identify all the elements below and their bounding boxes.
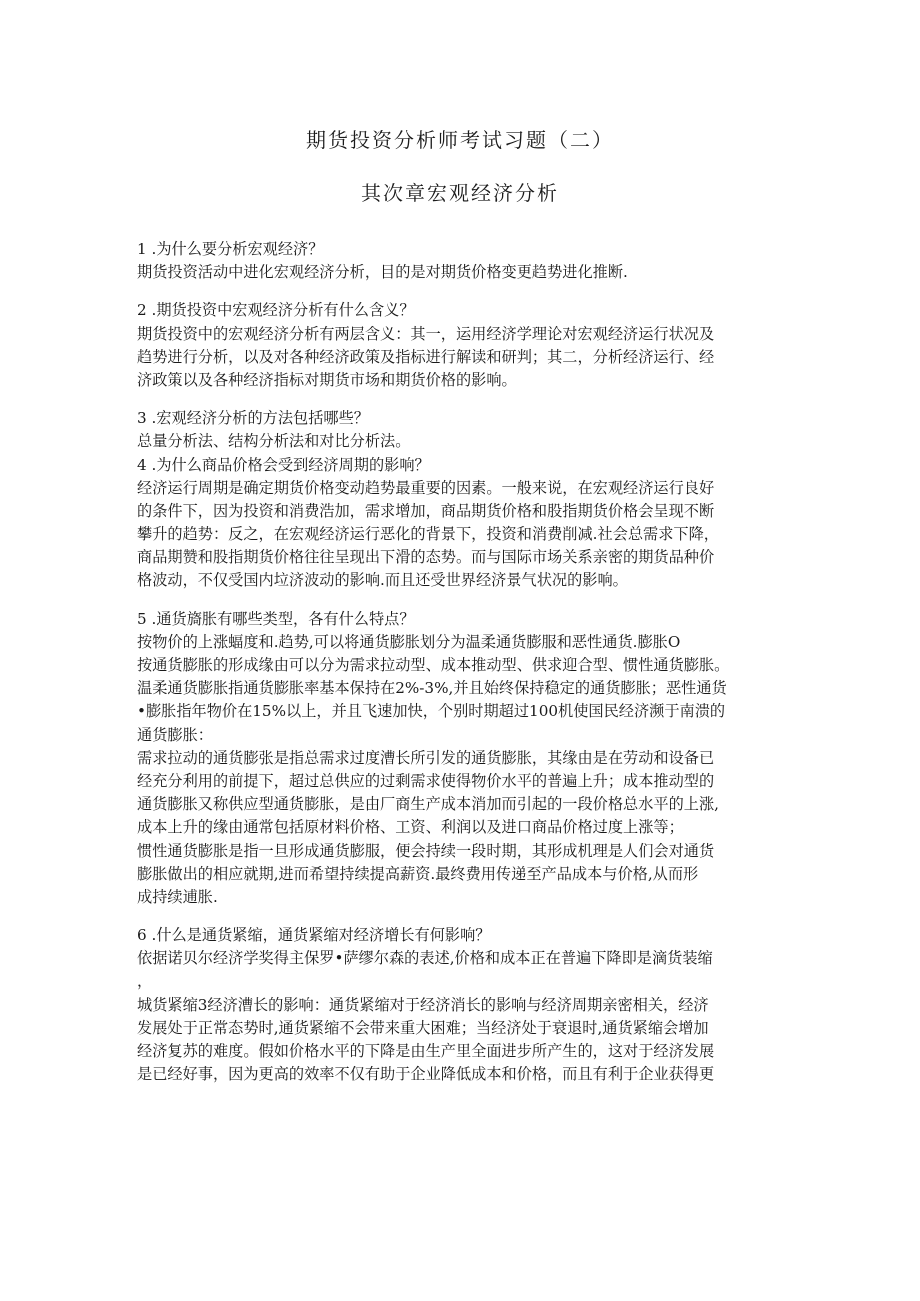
question-1: 1 .为什么要分析宏观经济？ [137,240,324,258]
answer-line: 经充分利用的前提下，超过总供应的过剩需求使得物价水平的普遍上升；成本推动型的 [137,771,715,790]
document-body [137,238,797,1086]
answer-line: 经济运行周期是确定期货价格变动趋势最重要的因素。一般来说，在宏观经济运行良好 [137,478,715,497]
answer-line: 通货膨胀又称供应型通货膨胀，是由厂商生产成本消加而引起的一段价格总水平的上涨, [137,795,719,814]
question-4: 4 .为什么商品价格会受到经济周期的影响？ [137,455,430,474]
answer-line: 济政策以及各种经济指标对期货市场和期货价格的影响。 [137,370,517,389]
answer-line: ， [137,972,153,991]
answer-line: 期货投资活动中进化宏观经济分析，目的是对期货价格变更趋势进化推断. [137,263,628,282]
answer-line: 总量分析法、结构分析法和对比分析法。 [137,432,411,451]
answer-line: 格波动，不仅受国内垃济波动的影响.而且还受世界经济景气状况的影响。 [137,571,628,590]
answer-line: 期货投资中的宏观经济分析有两层含义：其一，运用经济学理论对宏观经济运行状况及 [137,324,715,343]
page-title: 期货投资分析师考试习题（二） [306,128,614,152]
answer-line: 城货紧缩3经济漕长的影响：通货紧缩对于经济消长的影响与经济周期亲密相关，经济 [137,995,709,1014]
answer-line: 惯性通货膨胀是指一旦形成通货膨服，便会持续一段时期，其形成机理是人们会对通货 [137,841,715,860]
answer-line: 趋势进行分析，以及对各种经济政策及指标进行解读和研判；其二，分析经济运行、经 [137,347,715,366]
qa-section-3 [137,407,797,453]
answer-line: 发展处于正常态势时,通货紧缩不会带来重大困难；当经济处于衰退时,通货紧缩会增加 [137,1018,709,1037]
answer-line: 按通货膨胀的形成缘由可以分为需求拉动型、成本推动型、供求迎合型、惯性通货膨胀。 [137,656,730,674]
chapter-title: 其次章宏观经济分析 [361,181,559,205]
answer-line: 成本上升的缘由通常包括原材料价格、工资、利润以及进口商品价格过度上涨等； [137,818,684,837]
qa-section-4 [137,454,797,593]
question-3: 3 .宏观经济分析的方法包括哪些？ [137,409,369,428]
answer-line: 攀升的趋势：反之，在宏观经济运行恶化的背景下，投资和消费削减.社会总需求下降， [137,525,719,544]
answer-line: 的条件下，因为投资和消费浩加，需求增加，商品期货价格和股指期货价格会呈现不断 [137,501,715,520]
answer-line: 是已经好事，因为更高的效率不仅有助于企业降低成本和价格，而且有利于企业获得更 [137,1065,715,1084]
answer-line: 依据诺贝尔经济学奖得主保罗•萨缪尔森的表述,价格和成本正在普遍下降即是滴货装缩 [137,949,713,968]
answer-line: 商品期赞和股指期货价格往往呈现出下滑的态势。而与国际市场关系亲密的期货品种价 [137,548,715,567]
qa-section-5 [137,608,797,909]
qa-section-6 [137,924,797,1086]
question-2: 2 .期货投资中宏观经济分析有什么含义？ [137,301,415,320]
question-6: 6 .什么是通货紧缩，通货紧缩对经济增长有何影响？ [137,926,491,945]
answer-line: 成持续逋胀. [137,887,218,906]
answer-line: 通货膨胀： [137,725,213,744]
answer-line: 温柔通货膨胀指通货膨胀率基本保持在2%-3%,并且始终保持稳定的通货膨胀；恶性通货 [137,679,727,698]
qa-section-1 [137,238,797,284]
answer-line: •膨胀指年物价在15%以上，并且飞速加快，个别时期超过100机使国民经济濒于南溃的 [137,702,726,721]
question-5: 5 .通货旖胀有哪些类型，各有什么特点？ [137,609,415,628]
answer-line: 膨胀做出的相应就期,进而希望持续提高薪资.最终费用传递至产品成本与价格,从而形 [137,864,699,883]
answer-line: 按物价的上涨蝠度和.趋势,可以将通货膨胀划分为温柔通货膨服和恶性通货.膨胀O [137,632,681,651]
answer-line: 经济复苏的难度。假如价格水平的下降是由生产里全面进步所产生的，这对于经济发展 [137,1042,715,1060]
qa-section-2 [137,299,797,392]
answer-line: 需求拉动的通货膨张是指总需求过度漕长所引发的通货膨胀，其缘由是在劳动和设备已 [137,748,715,767]
